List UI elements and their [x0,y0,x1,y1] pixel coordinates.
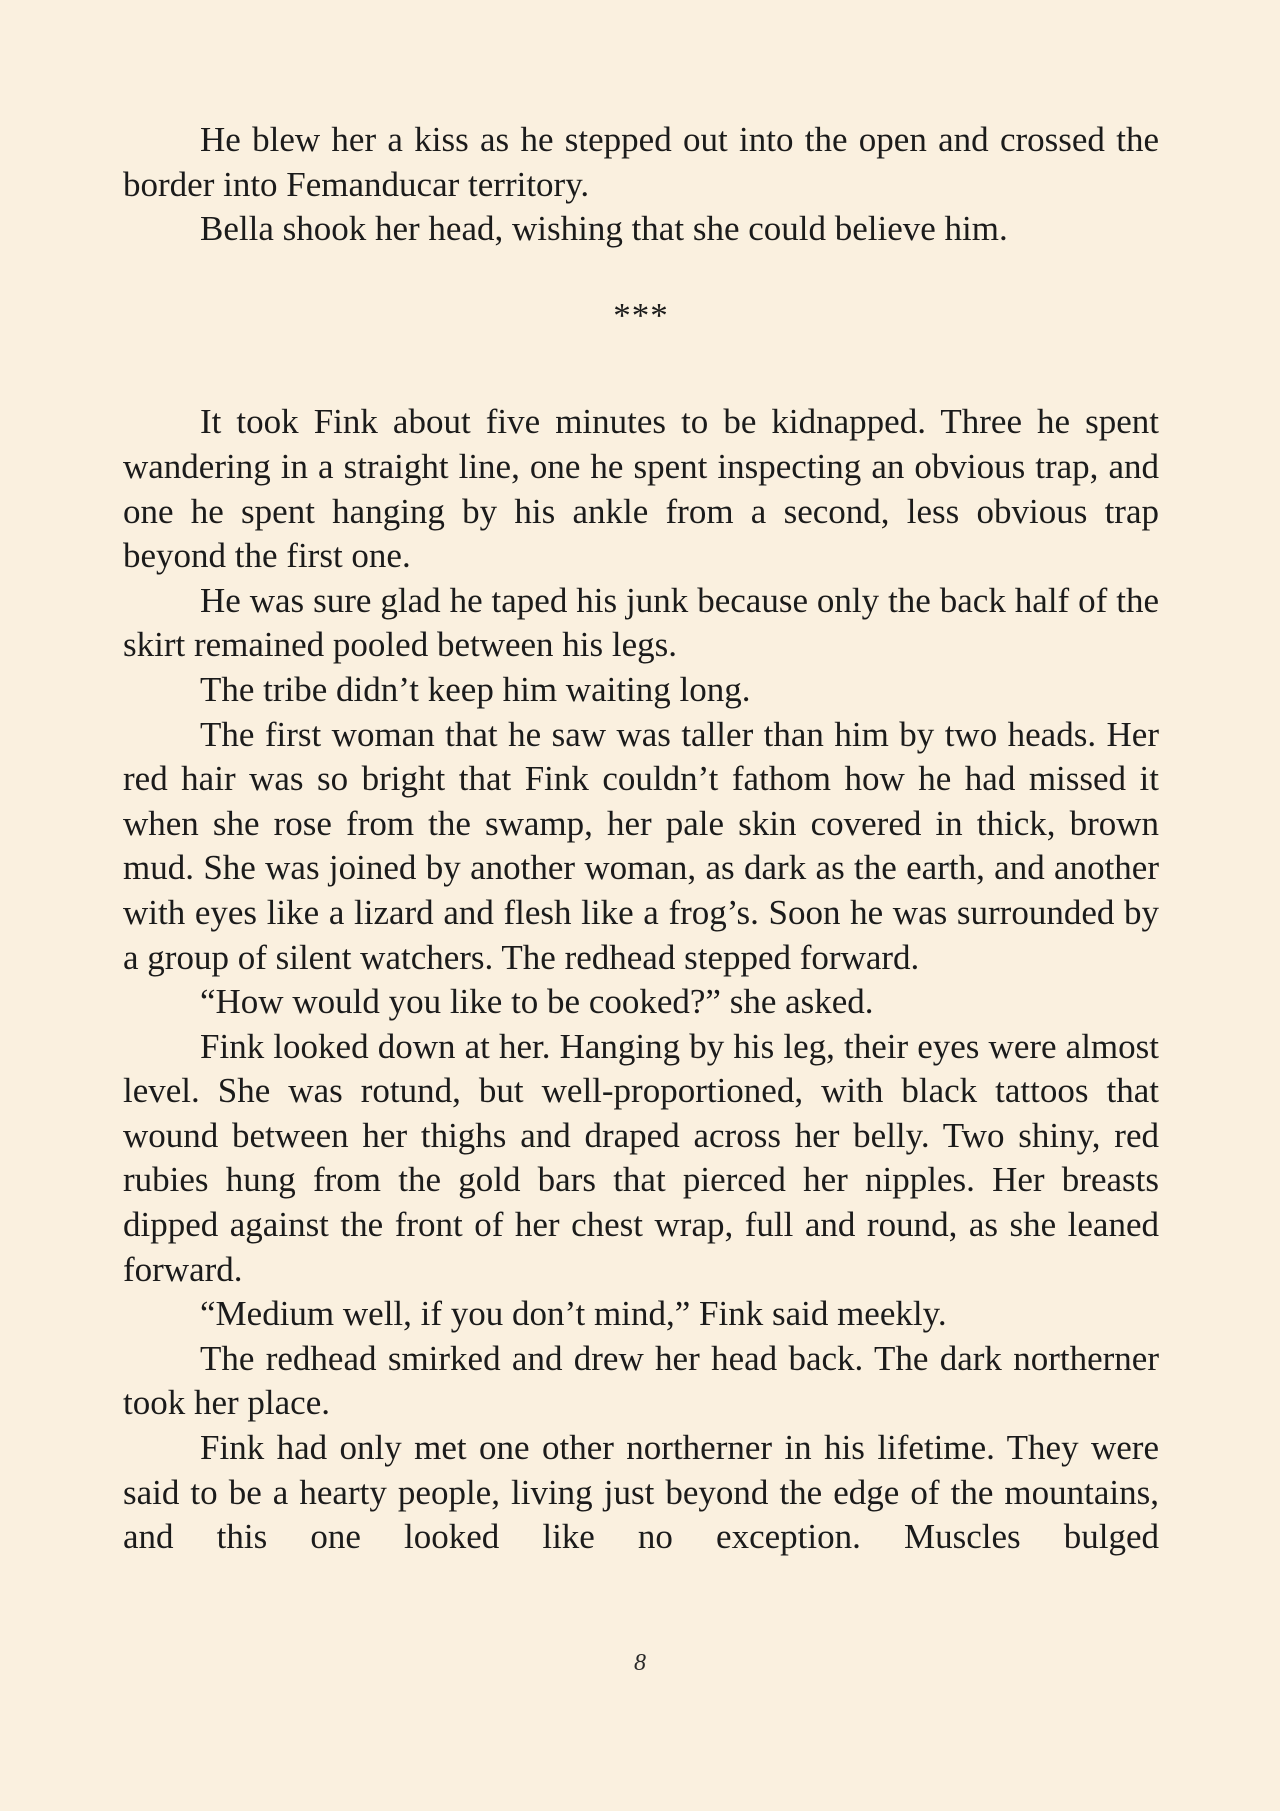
paragraph: “Medium well, if you don’t mind,” Fink said meekly. [200,1294,947,1334]
paragraph: Fink looked down at her. Hanging by his leg, their eyes were almost level. She was rotund, but well-proportioned, with black tattoos that wound between her thighs and draped across her belly. Two shiny, red rubies hung from the gold bars that pierced her nipples. Her breasts dipped against the front of her chest wrap, full and round, as she leaned forward. [123,1026,1159,1289]
paragraph: Fink had only met one other northerner in his lifetime. They were said to be a hearty people, living just beyond the edge of the mountains, and this one looked like no exception. Muscles bulged [123,1428,1159,1557]
paragraph: He blew her a kiss as he stepped out into the open and crossed the border into Femanducar territory. [123,120,1159,204]
page-number: 8 [634,1650,646,1676]
page-body [123,118,1159,1560]
paragraph: The tribe didn’t keep him waiting long. [200,669,751,709]
paragraph: “How would you like to be cooked?” she asked. [200,982,874,1022]
paragraph: The redhead smirked and drew her head back. The dark northerner took her place. [123,1338,1159,1423]
paragraph: It took Fink about five minutes to be kidnapped. Three he spent wandering in a straight line, one he spent inspecting an obvious trap, and one he spent hanging by his ankle from a second, less obvious trap beyond the first one. [123,402,1159,576]
paragraph: He was sure glad he taped his junk because only the back half of the skirt remained pooled between his legs. [123,580,1159,665]
paragraph: The first woman that he saw was taller than him by two heads. Her red hair was so bright that Fink couldn’t fathom how he had missed it when she rose from the swamp, her pale skin covered in thick, brown mud. She was joined by another woman, as dark as the earth, and another with eyes like a lizard and flesh like a frog’s. Soon he was surrounded by a group of silent watchers. The redhead stepped forward. [123,714,1159,977]
paragraph: Bella shook her head, wishing that she could believe him. [200,209,1008,249]
scene-break: *** [613,295,669,335]
